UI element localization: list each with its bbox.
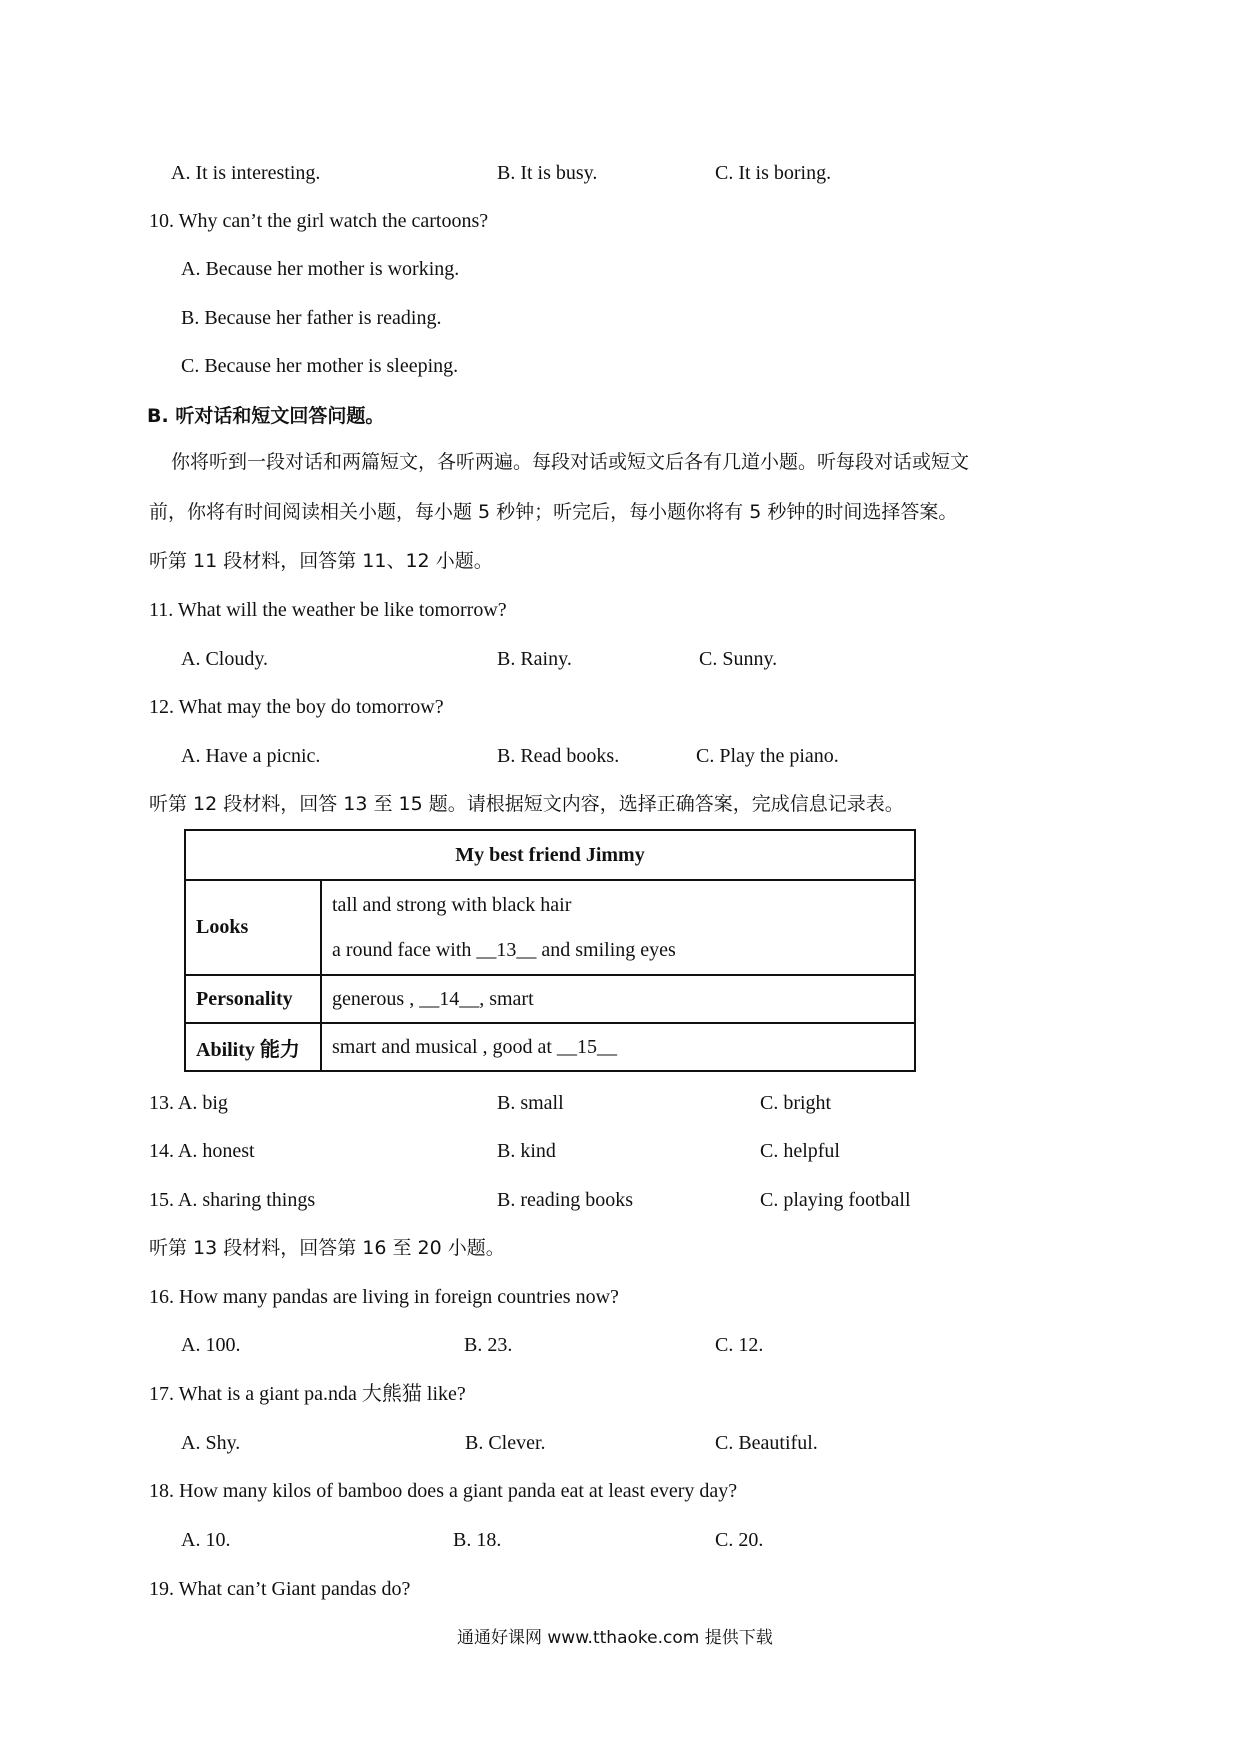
q12-option-c: C. Play the piano. [696,745,839,767]
q16-option-c: C. 12. [715,1334,764,1356]
q9-option-c: C. It is boring. [715,162,832,184]
q14-option-c: C. helpful [760,1140,840,1162]
ability-cell [321,1023,915,1071]
q11-option-b: B. Rainy. [497,648,572,670]
q17-question: 17. What is a giant pa.nda 大熊猫 like? [149,1383,466,1405]
q17-option-b: B. Clever. [465,1432,546,1454]
q16-option-a: A. 100. [181,1334,241,1356]
material-11-note: 听第 11 段材料，回答第 11、12 小题。 [149,550,493,572]
section-b-instructions-2: 前，你将有时间阅读相关小题，每小题 5 秒钟；听完后，每小题你将有 5 秒钟的时间选择答案。 [149,501,958,523]
q9-option-b: B. It is busy. [497,162,598,184]
q15-option-a: 15. A. sharing things [149,1189,316,1211]
ability-label: Ability 能力 [185,1023,321,1071]
q18-option-b: B. 18. [453,1529,502,1551]
looks-text-end: and smiling eyes [536,938,676,961]
q16-question: 16. How many pandas are living in foreign countries now? [149,1286,619,1308]
q11-option-a: A. Cloudy. [181,648,269,670]
section-b-title: B. 听对话和短文回答问题。 [147,405,385,427]
blank-15: __15__ [556,1035,617,1058]
q12-question: 12. What may the boy do tomorrow? [149,696,444,718]
blank-14: __14__ [419,987,480,1010]
section-b-instructions-1: 你将听到一段对话和两篇短文，各听两遍。每段对话或短文后各有几道小题。听每段对话或短文 [171,451,970,473]
table-title: My best friend Jimmy [185,830,915,880]
q19-question: 19. What can’t Giant pandas do? [149,1578,411,1600]
personality-text: generous , [332,987,420,1010]
info-table [184,829,916,1072]
q17-option-a: A. Shy. [181,1432,241,1454]
q13-option-b: B. small [497,1092,564,1114]
material-12-note: 听第 12 段材料，回答 13 至 15 题。请根据短文内容，选择正确答案，完成信息记录表。 [149,793,904,815]
q10-option-c: C. Because her mother is sleeping. [181,355,459,377]
ability-text: smart and musical , good at [332,1035,557,1058]
q10-option-b: B. Because her father is reading. [181,307,442,329]
q18-option-a: A. 10. [181,1529,231,1551]
q13-option-c: C. bright [760,1092,832,1114]
q13-option-a: 13. A. big [149,1092,228,1114]
q9-option-a: A. It is interesting. [171,162,321,184]
personality-cell [321,975,915,1023]
q10-option-a: A. Because her mother is working. [181,258,460,280]
personality-label: Personality [185,975,321,1023]
material-13-note: 听第 13 段材料，回答第 16 至 20 小题。 [149,1237,505,1259]
looks-label: Looks [185,880,321,975]
q14-option-a: 14. A. honest [149,1140,255,1162]
q17-option-c: C. Beautiful. [715,1432,818,1454]
q16-option-b: B. 23. [464,1334,513,1356]
looks-cell [321,880,915,975]
blank-13: __13__ [476,938,537,961]
q12-option-b: B. Read books. [497,745,620,767]
q15-option-b: B. reading books [497,1189,634,1211]
q12-option-a: A. Have a picnic. [181,745,321,767]
footer-source: 通通好课网 www.tthaoke.com 提供下载 [457,1628,773,1648]
q10-question: 10. Why can’t the girl watch the cartoons? [149,210,489,232]
q18-option-c: C. 20. [715,1529,764,1551]
looks-text: a round face with [332,938,477,961]
q11-question: 11. What will the weather be like tomorrow? [149,599,507,621]
q15-option-c: C. playing football [760,1189,911,1211]
personality-text-end: , smart [479,987,534,1010]
looks-line-2 [332,939,904,962]
looks-line-1: tall and strong with black hair [332,893,572,916]
q18-question: 18. How many kilos of bamboo does a giant panda eat at least every day? [149,1480,738,1502]
q14-option-b: B. kind [497,1140,556,1162]
q11-option-c: C. Sunny. [699,648,778,670]
